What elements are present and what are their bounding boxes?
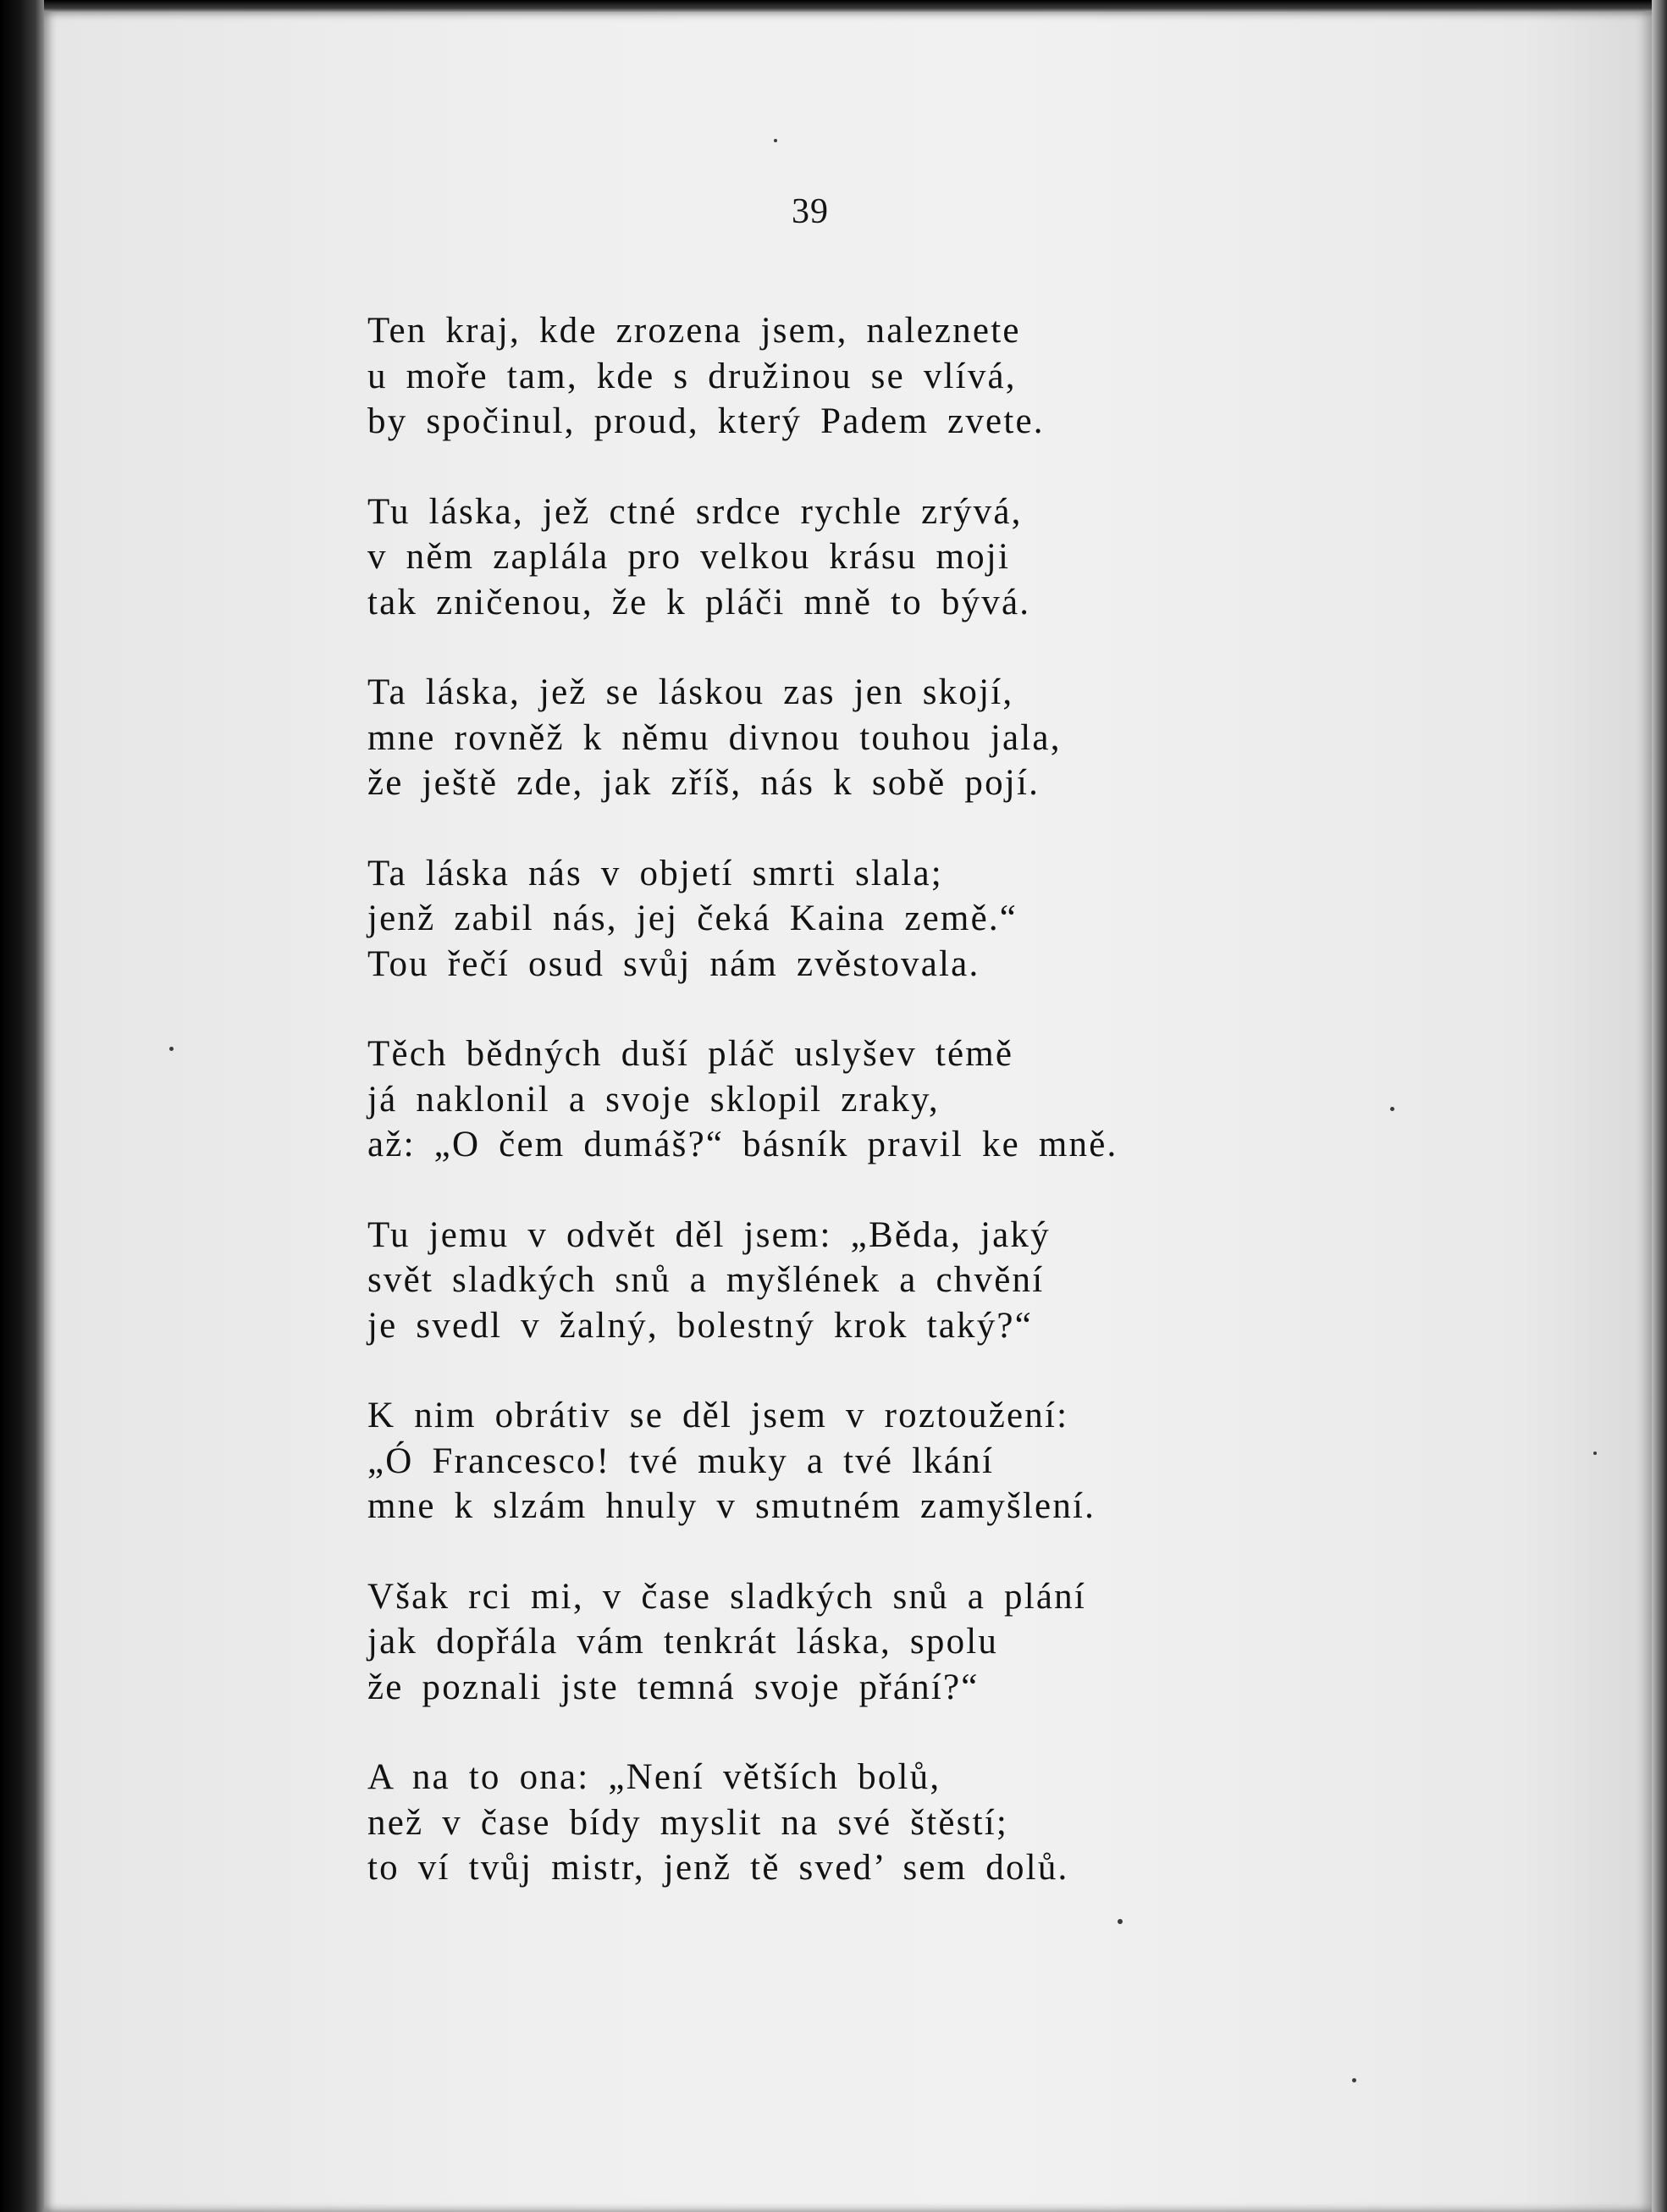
verse-line: mne k slzám hnuly v smutném zamyšlení. [367,1486,1096,1526]
page-number: 39 [792,192,829,231]
stanza [367,1755,1553,1891]
verse-line: Tu jemu v odvět děl jsem: „Běda, jaký [367,1214,1051,1255]
verse-line: tak zničenou, že k pláči mně to bývá. [367,582,1031,622]
verse-line: Těch bědných duší pláč uslyšev témě [367,1034,1014,1074]
stanza [367,670,1553,806]
verse-line: že poznali jste temná svoje přání?“ [367,1667,980,1707]
verse-line: Však rci mi, v čase sladkých snů a plání [367,1576,1087,1617]
verse-line: Ta láska nás v objetí smrti slala; [367,853,943,893]
verse-line: jak dopřála vám tenkrát láska, spolu [367,1622,999,1662]
verse-line: než v čase bídy myslit na své štěstí; [367,1802,1009,1843]
stanza [367,1213,1553,1349]
verse-line: K nim obrátiv se děl jsem v roztoužení: [367,1396,1069,1435]
verse-line: u moře tam, kde s družinou se vlívá, [367,356,1017,396]
verse-line: Tu láska, jež ctné srdce rychle zrývá, [367,491,1023,532]
stanza [367,308,1553,445]
verse-line: A na to ona: „Není větších bolů, [367,1757,941,1797]
paper-speck [1352,2078,1356,2082]
verse-line: to ví tvůj mistr, jenž tě sved’ sem dolů. [367,1848,1069,1888]
paper-speck [169,1047,174,1051]
book-page [44,12,1653,2212]
verse-line: že ještě zde, jak zříš, nás k sobě pojí. [367,763,1040,803]
paper-speck [1593,1452,1597,1455]
paper-speck [1390,1107,1394,1111]
stanza [367,1031,1553,1168]
stanza [367,1393,1553,1529]
paper-speck [1118,1919,1123,1924]
verse-line: mne rovněž k němu divnou touhou jala, [367,717,1062,758]
verse-line: je svedl v žalný, bolestný krok taký?“ [367,1305,1034,1346]
poem [367,308,1553,1936]
page-top-edge [44,0,1667,12]
page-right-edge [1652,0,1667,2212]
verse-line: v něm zaplála pro velkou krásu moji [367,537,1011,577]
stanza [367,489,1553,626]
paper-speck [774,139,777,142]
book-binding-edge [0,0,44,2212]
verse-line: „Ó Francesco! tvé muky a tvé lkání [367,1441,995,1481]
verse-line: já naklonil a svoje sklopil zraky, [367,1079,940,1120]
verse-line: Tou řečí osud svůj nám zvěstovala. [367,943,980,984]
verse-line: jenž zabil nás, jej čeká Kaina země.“ [367,899,1018,938]
verse-line: Ta láska, jež se láskou zas jen skojí, [367,672,1014,712]
verse-line: až: „O čem dumáš?“ básník pravil ke mně. [367,1125,1118,1164]
verse-line: Ten kraj, kde zrozena jsem, naleznete [367,311,1021,351]
verse-line: svět sladkých snů a myšlének a chvění [367,1260,1045,1300]
stanza [367,851,1553,987]
verse-line: by spočinul, proud, který Padem zvete. [367,401,1045,441]
stanza [367,1574,1553,1711]
